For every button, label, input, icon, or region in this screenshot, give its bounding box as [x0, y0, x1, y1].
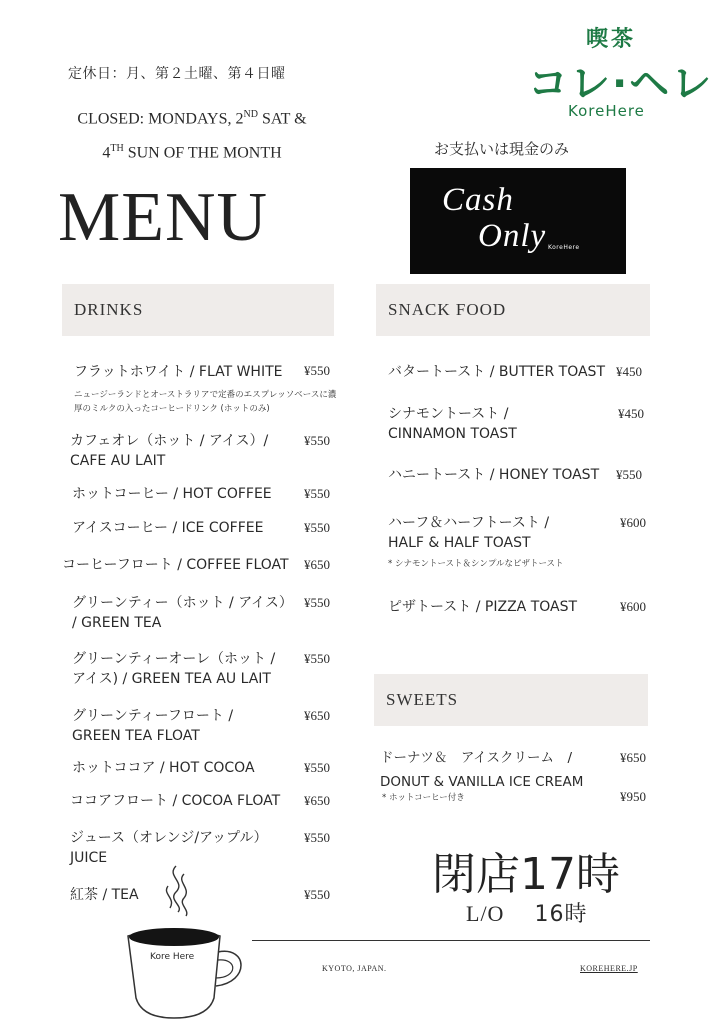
sweets-price-1: ¥650 [620, 750, 646, 765]
closed-days-en: CLOSED: MONDAYS, 2ND SAT & 4TH SUN OF THE MONTH [77, 109, 307, 162]
drink-price: ¥550 [304, 595, 330, 610]
drink-coffee-float: コーヒーフロート / COFFEE FLOAT [62, 557, 289, 573]
snack-pizza-toast: ピザトースト / PIZZA TOAST [388, 599, 578, 615]
drink-price: ¥550 [304, 363, 330, 378]
sweets-price-2: ¥950 [620, 789, 646, 804]
snack-butter-toast: バタートースト / BUTTER TOAST [388, 364, 605, 380]
drink-tea: 紅茶 / TEA [70, 887, 139, 903]
drink-price: ¥550 [304, 830, 330, 845]
snack-note: * シナモントースト＆シンプルなピザトースト [388, 559, 564, 569]
drink-green-tea-au-lait: グリーンティーオーレ（ホット / アイス) / GREEN TEA AU LAIT [72, 651, 276, 687]
footer-divider [252, 940, 650, 941]
sweets-header: SWEETS [374, 674, 648, 726]
drinks-header: DRINKS [62, 284, 334, 336]
snack-price: ¥550 [616, 467, 642, 482]
closed-days-jp: 定休日：月、第２土曜、第４日曜 [68, 66, 286, 82]
coffee-cup-illustration [124, 858, 254, 1024]
drink-hot-cocoa: ホットココア / HOT COCOA [72, 760, 255, 776]
drink-cafe-au-lait: カフェオレ（ホット / アイス）/ CAFE AU LAIT [70, 433, 269, 469]
drink-juice: ジュース（オレンジ/アップル） JUICE [70, 830, 268, 866]
snack-honey-toast: ハニートースト / HONEY TOAST [388, 467, 600, 483]
snack-header: SNACK FOOD [376, 284, 650, 336]
drink-note: ニュージーランドとオーストラリアで定番のエスプレッソベースに濃厚のミルクの入ったコーヒードリンク (ホットのみ) [74, 390, 337, 414]
cash-only-label: お支払いは現金のみ [434, 140, 570, 158]
logo-sub: KoreHere [568, 102, 645, 120]
snack-half-half-toast: ハーフ＆ハーフトースト / HALF & HALF TOAST [388, 515, 550, 551]
sweets-note: * ホットコーヒー付き [382, 793, 465, 803]
drink-price: ¥550 [304, 433, 330, 448]
drink-cocoa-float: ココアフロート / COCOA FLOAT [70, 793, 281, 809]
drink-price: ¥550 [304, 760, 330, 775]
snack-price: ¥600 [620, 599, 646, 614]
drink-price: ¥550 [304, 651, 330, 666]
drink-ice-coffee: アイスコーヒー / ICE COFFEE [72, 520, 264, 536]
footer-website-link[interactable]: KOREHERE.JP [580, 964, 638, 973]
snack-price: ¥600 [620, 515, 646, 530]
drink-hot-coffee: ホットコーヒー / HOT COFFEE [72, 486, 272, 502]
drink-price: ¥550 [304, 486, 330, 501]
drink-price: ¥650 [304, 708, 330, 723]
snack-cinnamon-toast: シナモントースト / CINNAMON TOAST [388, 406, 517, 442]
snack-price: ¥450 [618, 406, 644, 421]
closing-time: 閉店17時 [432, 849, 620, 900]
drink-green-tea: グリーンティー（ホット / アイス） / GREEN TEA [72, 595, 293, 631]
logo-kissa: 喫茶 [586, 27, 637, 52]
drink-green-tea-float: グリーンティーフロート / GREEN TEA FLOAT [72, 708, 234, 744]
cash-line2: Only [478, 218, 547, 254]
drink-flat-white: フラットホワイト / FLAT WHITE [74, 364, 283, 380]
drink-price: ¥650 [304, 557, 330, 572]
last-order: L/O 16時 [466, 901, 588, 927]
sweets-donut-ice-cream: ドーナツ＆ アイスクリーム / DONUT & VANILLA ICE CREAM [380, 750, 584, 790]
cash-line1: Cash [442, 182, 514, 218]
menu-title: MENU [58, 179, 269, 256]
coffee-cup-icon [124, 858, 254, 1024]
drink-price: ¥550 [304, 887, 330, 902]
snack-price: ¥450 [616, 364, 642, 379]
footer-location: KYOTO, JAPAN. [322, 964, 387, 973]
drink-price: ¥650 [304, 793, 330, 808]
cash-only-sign [410, 168, 626, 274]
logo-main: コレ·ヘレ [528, 61, 714, 107]
cup-label: Kore Here [150, 952, 195, 962]
drink-price: ¥550 [304, 520, 330, 535]
cash-brand: KoreHere [548, 244, 580, 251]
